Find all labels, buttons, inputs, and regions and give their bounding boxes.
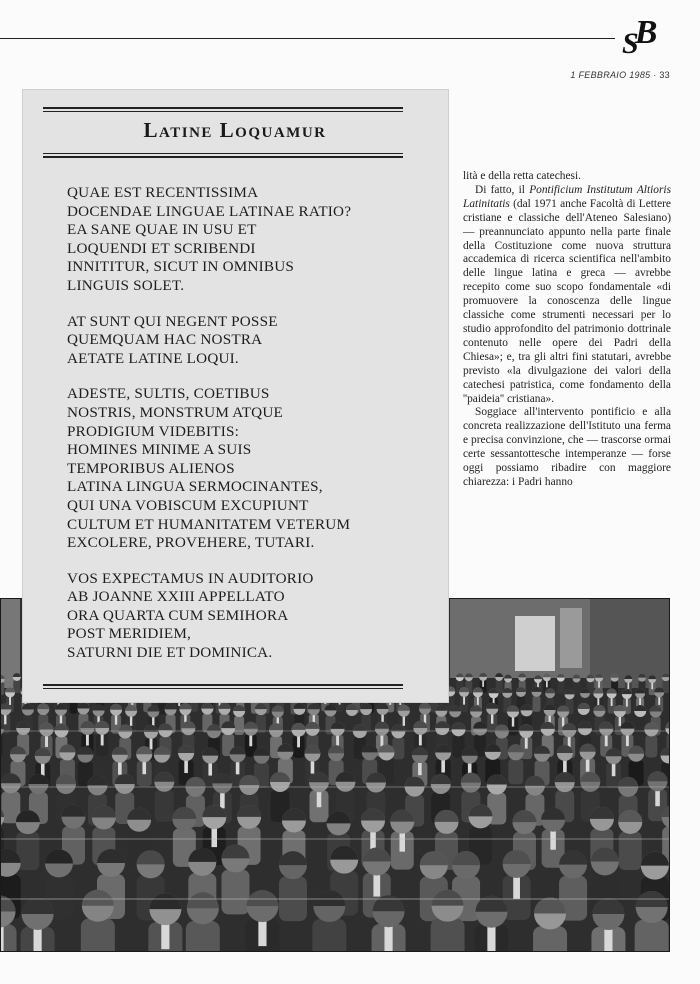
article-paragraph: [463, 184, 671, 407]
title-rule-top-thin: [43, 111, 403, 112]
announcement-body: [67, 184, 417, 680]
announcement-paragraph: ADESTE, SULTIS, COETIBUS NOSTRIS, MONSTRUM ATQUE PRODIGIUM VIDEBITIS: HOMINES MINIME A SUIS TEMPORIBUS ALIENOS LATINA LINGUA SERMOCINANTES, QUI UNA VOBISCUM EXCUPIUNT CULTUM ET HUMANITATEM VETERUM EXCOLERE, PROVEHERE, TUTARI.: [67, 385, 351, 552]
article-text: (dal 1971 anche Facoltà di Lettere cristiane e classiche dell'Ateneo Salesiano) — preannunciato appunto nella parte finale della Costituzione come nuova struttura accademica di ricerca scientifica nell'ambito delle lingue latina e greca — avrebbe recepito come suo scopo fondamentale «di promuovere la conoscenza delle lingue classiche come strumenti necessari per lo studio approfondito del patrimonio dottrinale contenuto nelle opere dei Padri della Chiesa»; e, tra gli altri fini statutari, avrebbe previsto «la divulgazione dei valori della catechesi patristica, come fondamento della ''paideia'' cristiana».: [463, 197, 671, 405]
folio-separator: ·: [653, 70, 657, 80]
title-rule-bottom: [43, 156, 403, 158]
article-text: Di fatto, il: [475, 183, 530, 196]
announcement-paragraph: QUAE EST RECENTISSIMA DOCENDAE LINGUAE LATINAE RATIO? EA SANE QUAE IN USU ET LOQUENDI ET SCRIBENDI INNITITUR, SICUT IN OMNIBUS LINGUIS SOLET.: [67, 184, 352, 294]
box-rule-bottom-thin: [43, 688, 403, 689]
announcement-paragraph: VOS EXPECTAMUS IN AUDITORIO AB JOANNE XXIII APPELLATO ORA QUARTA CUM SEMIHORA POST MERIDIEM, SATURNI DIE ET DOMINICA.: [67, 569, 314, 662]
article-column: [463, 170, 671, 490]
announcement-paragraph: AT SUNT QUI NEGENT POSSE QUEMQUAM HAC NOSTRA AETATE LATINE LOQUI.: [67, 312, 278, 367]
title-rule-bottom-thin: [43, 153, 403, 154]
announcement-title: Latine Loquamur: [143, 118, 327, 142]
institute-name: Pontificium Institutum Altioris Latinitatis: [463, 183, 671, 210]
magazine-logo: SB: [622, 14, 654, 60]
page-folio: [570, 70, 670, 80]
issue-date: 1 FEBBRAIO 1985: [570, 70, 651, 80]
page-number: 33: [659, 70, 670, 80]
article-paragraph: lità e della retta catechesi.: [463, 170, 581, 182]
title-rule-top: [43, 107, 403, 109]
article-paragraph: Soggiace all'intervento pontificio e alla concreta realizzazione dell'Istituto una ferma e precisa convinzione, che — trascorse ormai certe sessantottesche intemperanze — forse oggi possiamo ribadire con maggiore chiarezza: i Padri hanno: [463, 406, 671, 488]
header-rule: [0, 38, 615, 39]
box-rule-bottom: [43, 684, 403, 686]
